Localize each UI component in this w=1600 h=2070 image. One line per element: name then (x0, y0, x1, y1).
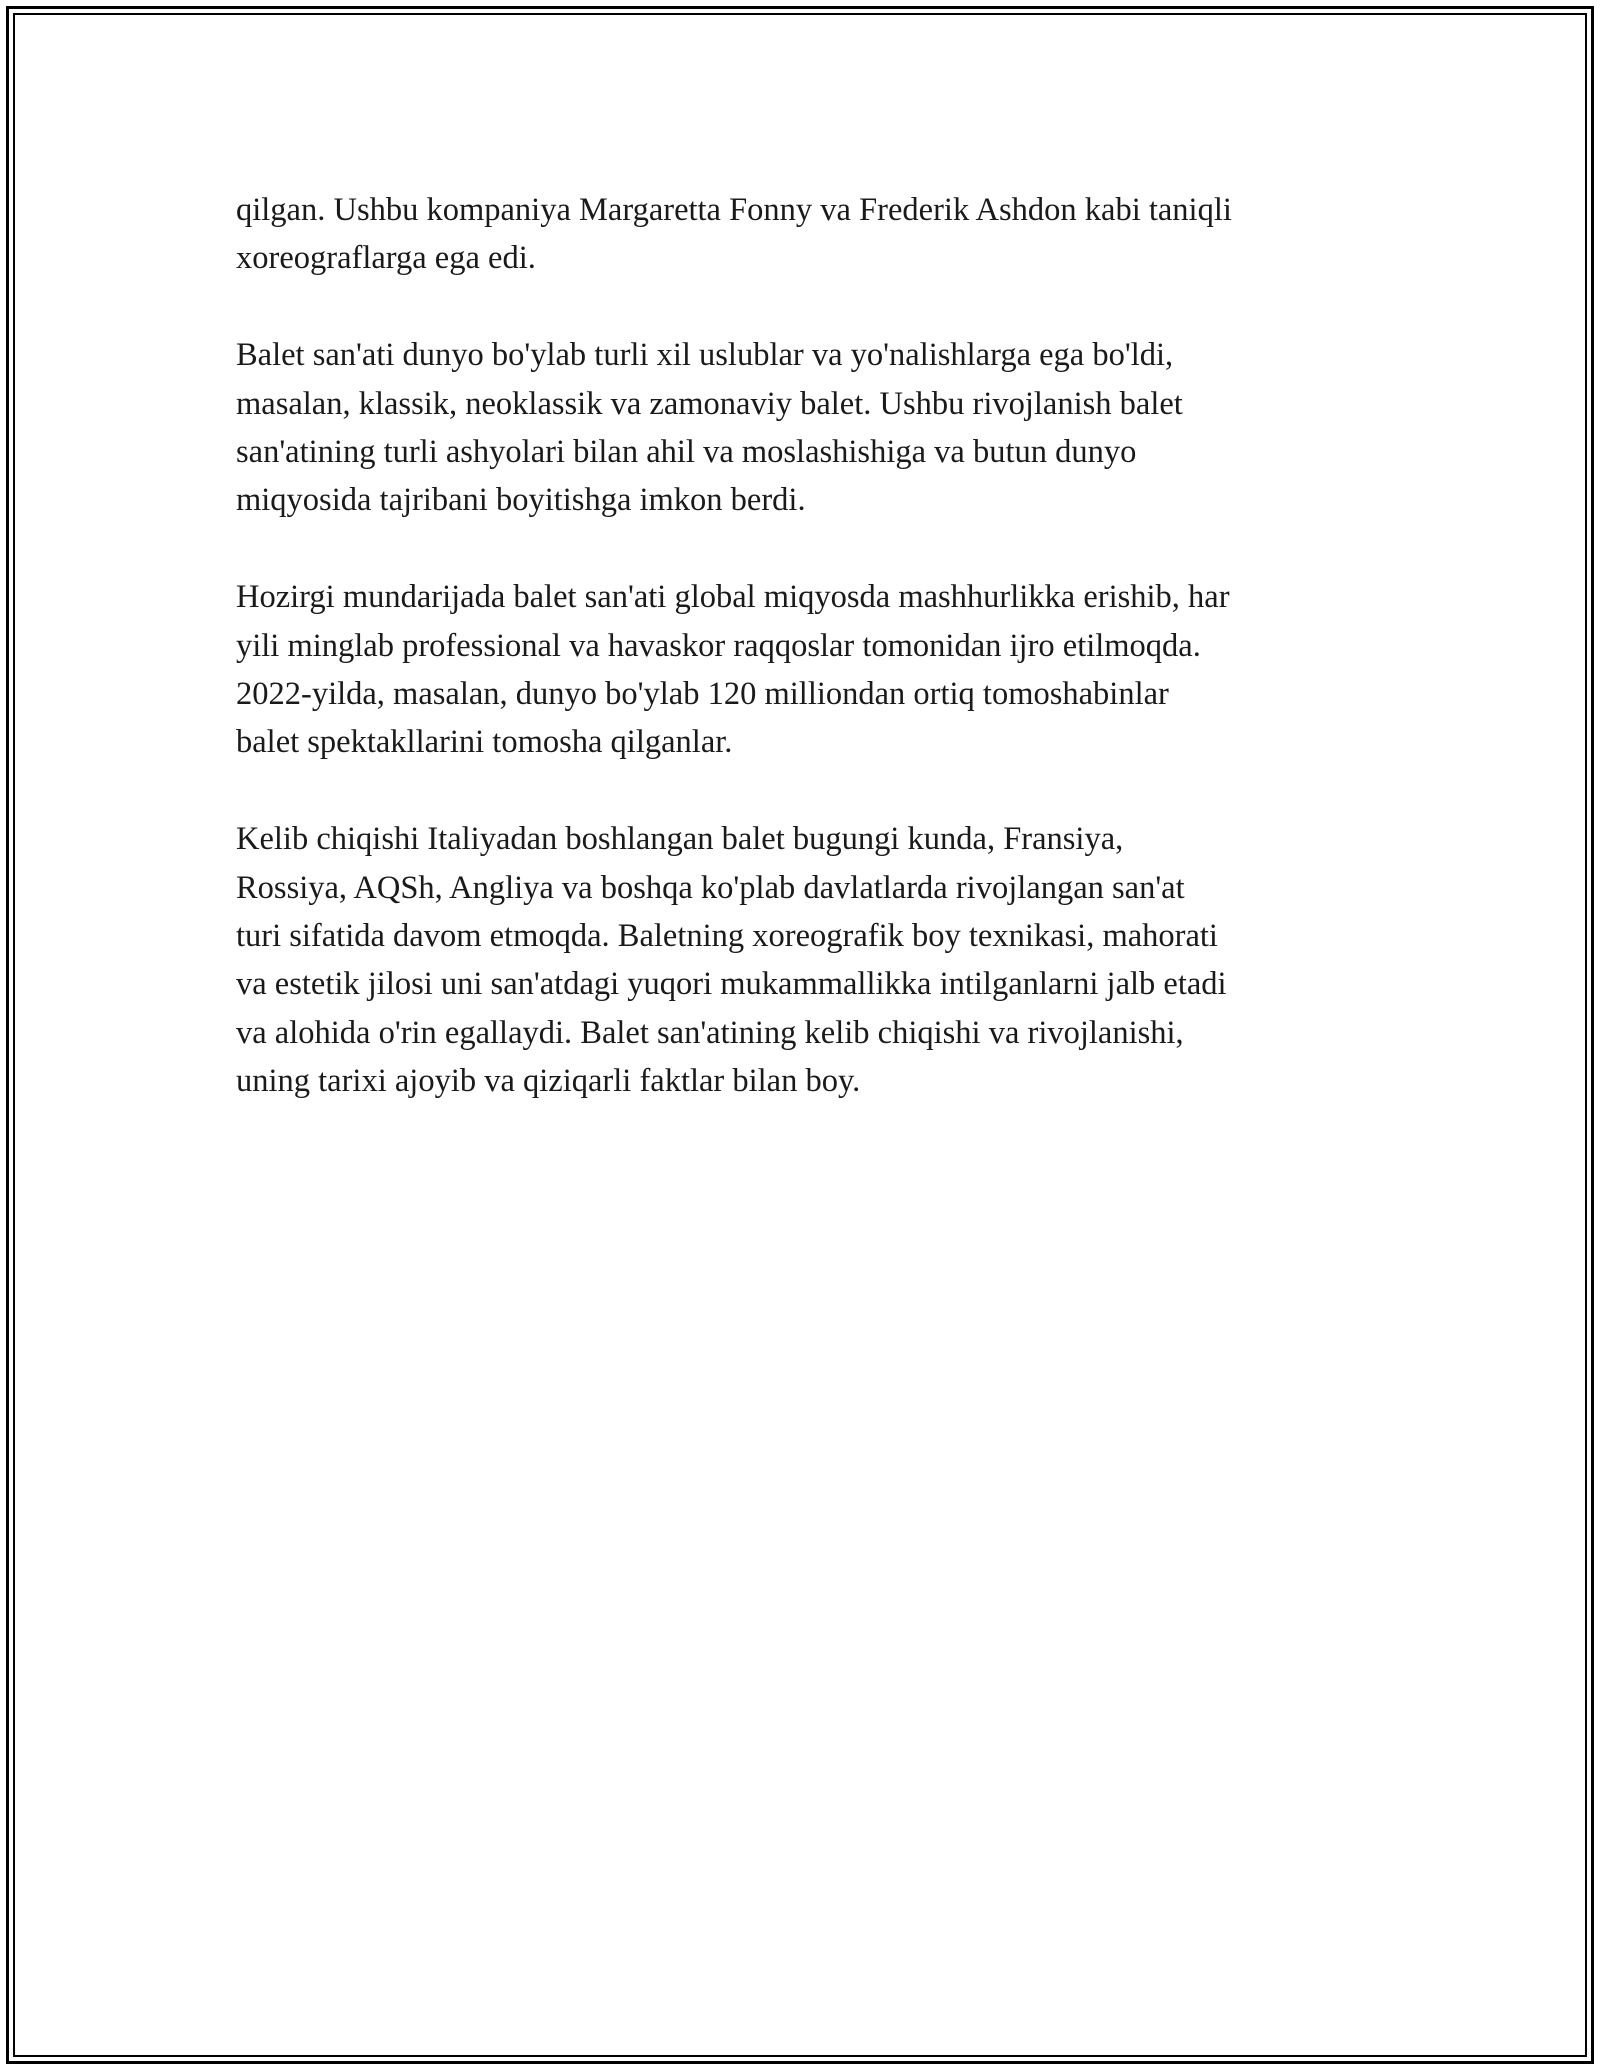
paragraph-3 (236, 573, 1386, 767)
document-body (236, 186, 1386, 1154)
text-line: va alohida o'rin egallaydi. Balet san'atining kelib chiqishi va rivojlanishi, (236, 1014, 1184, 1051)
text-line: 2022-yilda, masalan, dunyo bo'ylab 120 milliondan ortiq tomoshabinlar (236, 676, 1169, 713)
text-line: san'atining turli ashyolari bilan ahil va moslashishiga va butun dunyo (236, 434, 1137, 471)
text-line: Kelib chiqishi Italiyadan boshlangan balet bugungi kunda, Fransiya, (236, 821, 1124, 858)
text-line: Rossiya, AQSh, Angliya va boshqa ko'plab davlatlarda rivojlangan san'at (236, 869, 1185, 906)
text-line: yili minglab professional va havaskor raqqoslar tomonidan ijro etilmoqda. (236, 627, 1201, 664)
paragraph-4 (236, 815, 1386, 1105)
text-line: qilgan. Ushbu kompaniya Margaretta Fonny va Frederik Ashdon kabi taniqli (236, 192, 1232, 228)
paragraph-1 (236, 186, 1386, 283)
text-line: va estetik jilosi uni san'atdagi yuqori mukammallikka intilganlarni jalb etadi (236, 966, 1227, 1003)
text-line: Hozirgi mundarijada balet san'ati global miqyosda mashhurlikka erishib, har (236, 579, 1230, 616)
text-line: turi sifatida davom etmoqda. Baletning xoreografik boy texnikasi, mahorati (236, 918, 1218, 955)
text-line: xoreograflarga ega edi. (236, 240, 536, 277)
paragraph-2 (236, 331, 1386, 525)
text-line: balet spektakllarini tomosha qilganlar. (236, 724, 733, 761)
text-line: uning tarixi ajoyib va qiziqarli faktlar bilan boy. (236, 1063, 861, 1100)
text-line: Balet san'ati dunyo bo'ylab turli xil uslublar va yo'nalishlarga ega bo'ldi, (236, 337, 1174, 374)
text-line: masalan, klassik, neoklassik va zamonaviy balet. Ushbu rivojlanish balet (236, 385, 1183, 422)
text-line: miqyosida tajribani boyitishga imkon berdi. (236, 482, 806, 519)
